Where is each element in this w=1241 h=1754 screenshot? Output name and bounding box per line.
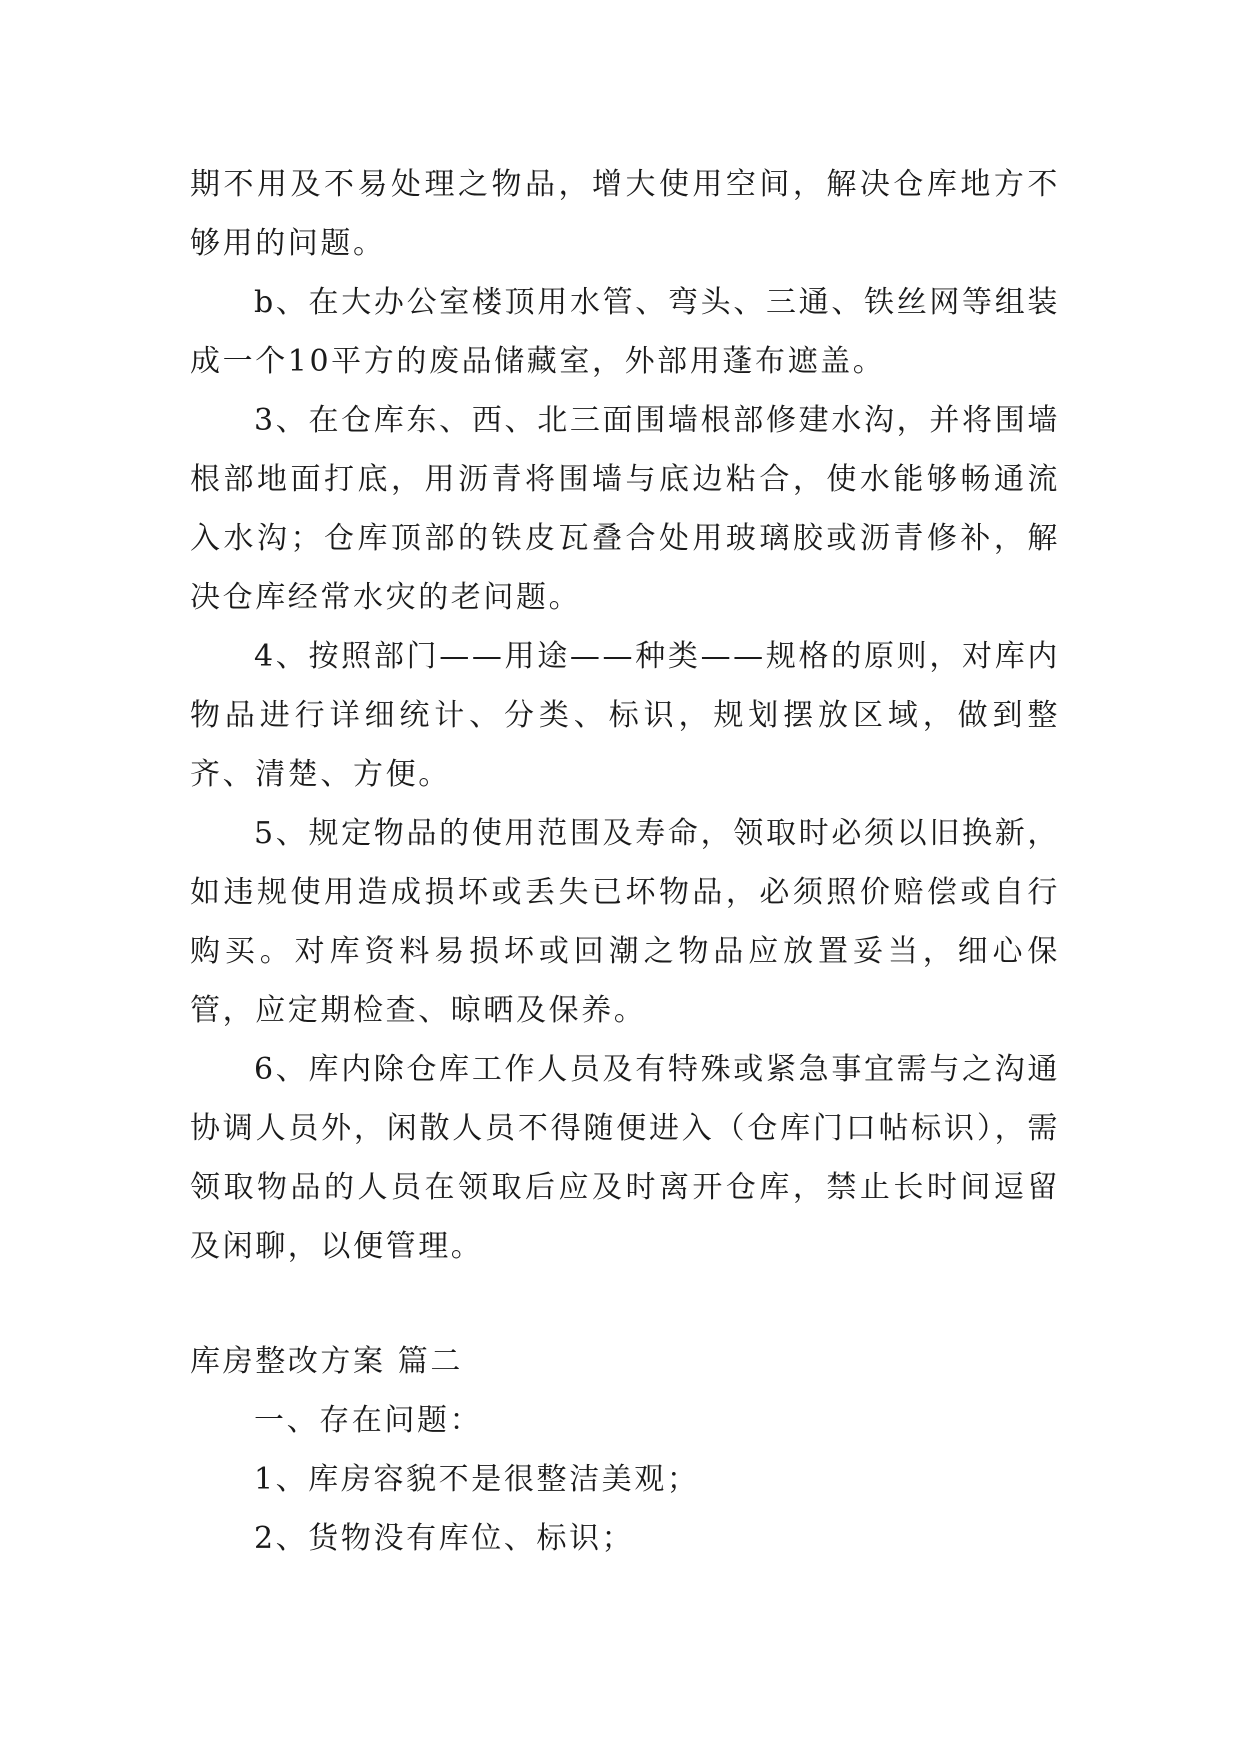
paragraph-item-b: b、在大办公室楼顶用水管、弯头、三通、铁丝网等组装成一个10平方的废品储藏室，外部用蓬布遮盖。 (190, 285, 1060, 379)
section-heading-problems: 一、存在问题： (254, 1403, 483, 1438)
problem-item-1: 1、库房容貌不是很整洁美观； (254, 1462, 700, 1497)
section-title: 库房整改方案 篇二 (190, 1344, 463, 1379)
paragraph-continuation: 期不用及不易处理之物品，增大使用空间，解决仓库地方不够用的问题。 (190, 167, 1060, 261)
paragraph-item-5: 5、规定物品的使用范围及寿命，领取时必须以旧换新，如违规使用造成损坏或丢失已坏物品，必须照价赔偿或自行购买。对库资料易损坏或回潮之物品应放置妥当，细心保管，应定期检查、晾晒及保养。 (190, 816, 1060, 1028)
problem-item-2: 2、货物没有库位、标识； (254, 1521, 635, 1556)
paragraph-item-6: 6、库内除仓库工作人员及有特殊或紧急事宜需与之沟通协调人员外，闲散人员不得随便进入（仓库门口帖标识），需领取物品的人员在领取后应及时离开仓库，禁止长时间逗留及闲聊，以便管理。 (190, 1052, 1060, 1264)
paragraph-item-4: 4、按照部门——用途——种类——规格的原则，对库内物品进行详细统计、分类、标识，规划摆放区域，做到整齐、清楚、方便。 (190, 639, 1060, 792)
document-body (190, 155, 1060, 1568)
paragraph-item-3: 3、在仓库东、西、北三面围墙根部修建水沟，并将围墙根部地面打底，用沥青将围墙与底边粘合，使水能够畅通流入水沟；仓库顶部的铁皮瓦叠合处用玻璃胶或沥青修补，解决仓库经常水灾的老问题。 (190, 403, 1060, 615)
